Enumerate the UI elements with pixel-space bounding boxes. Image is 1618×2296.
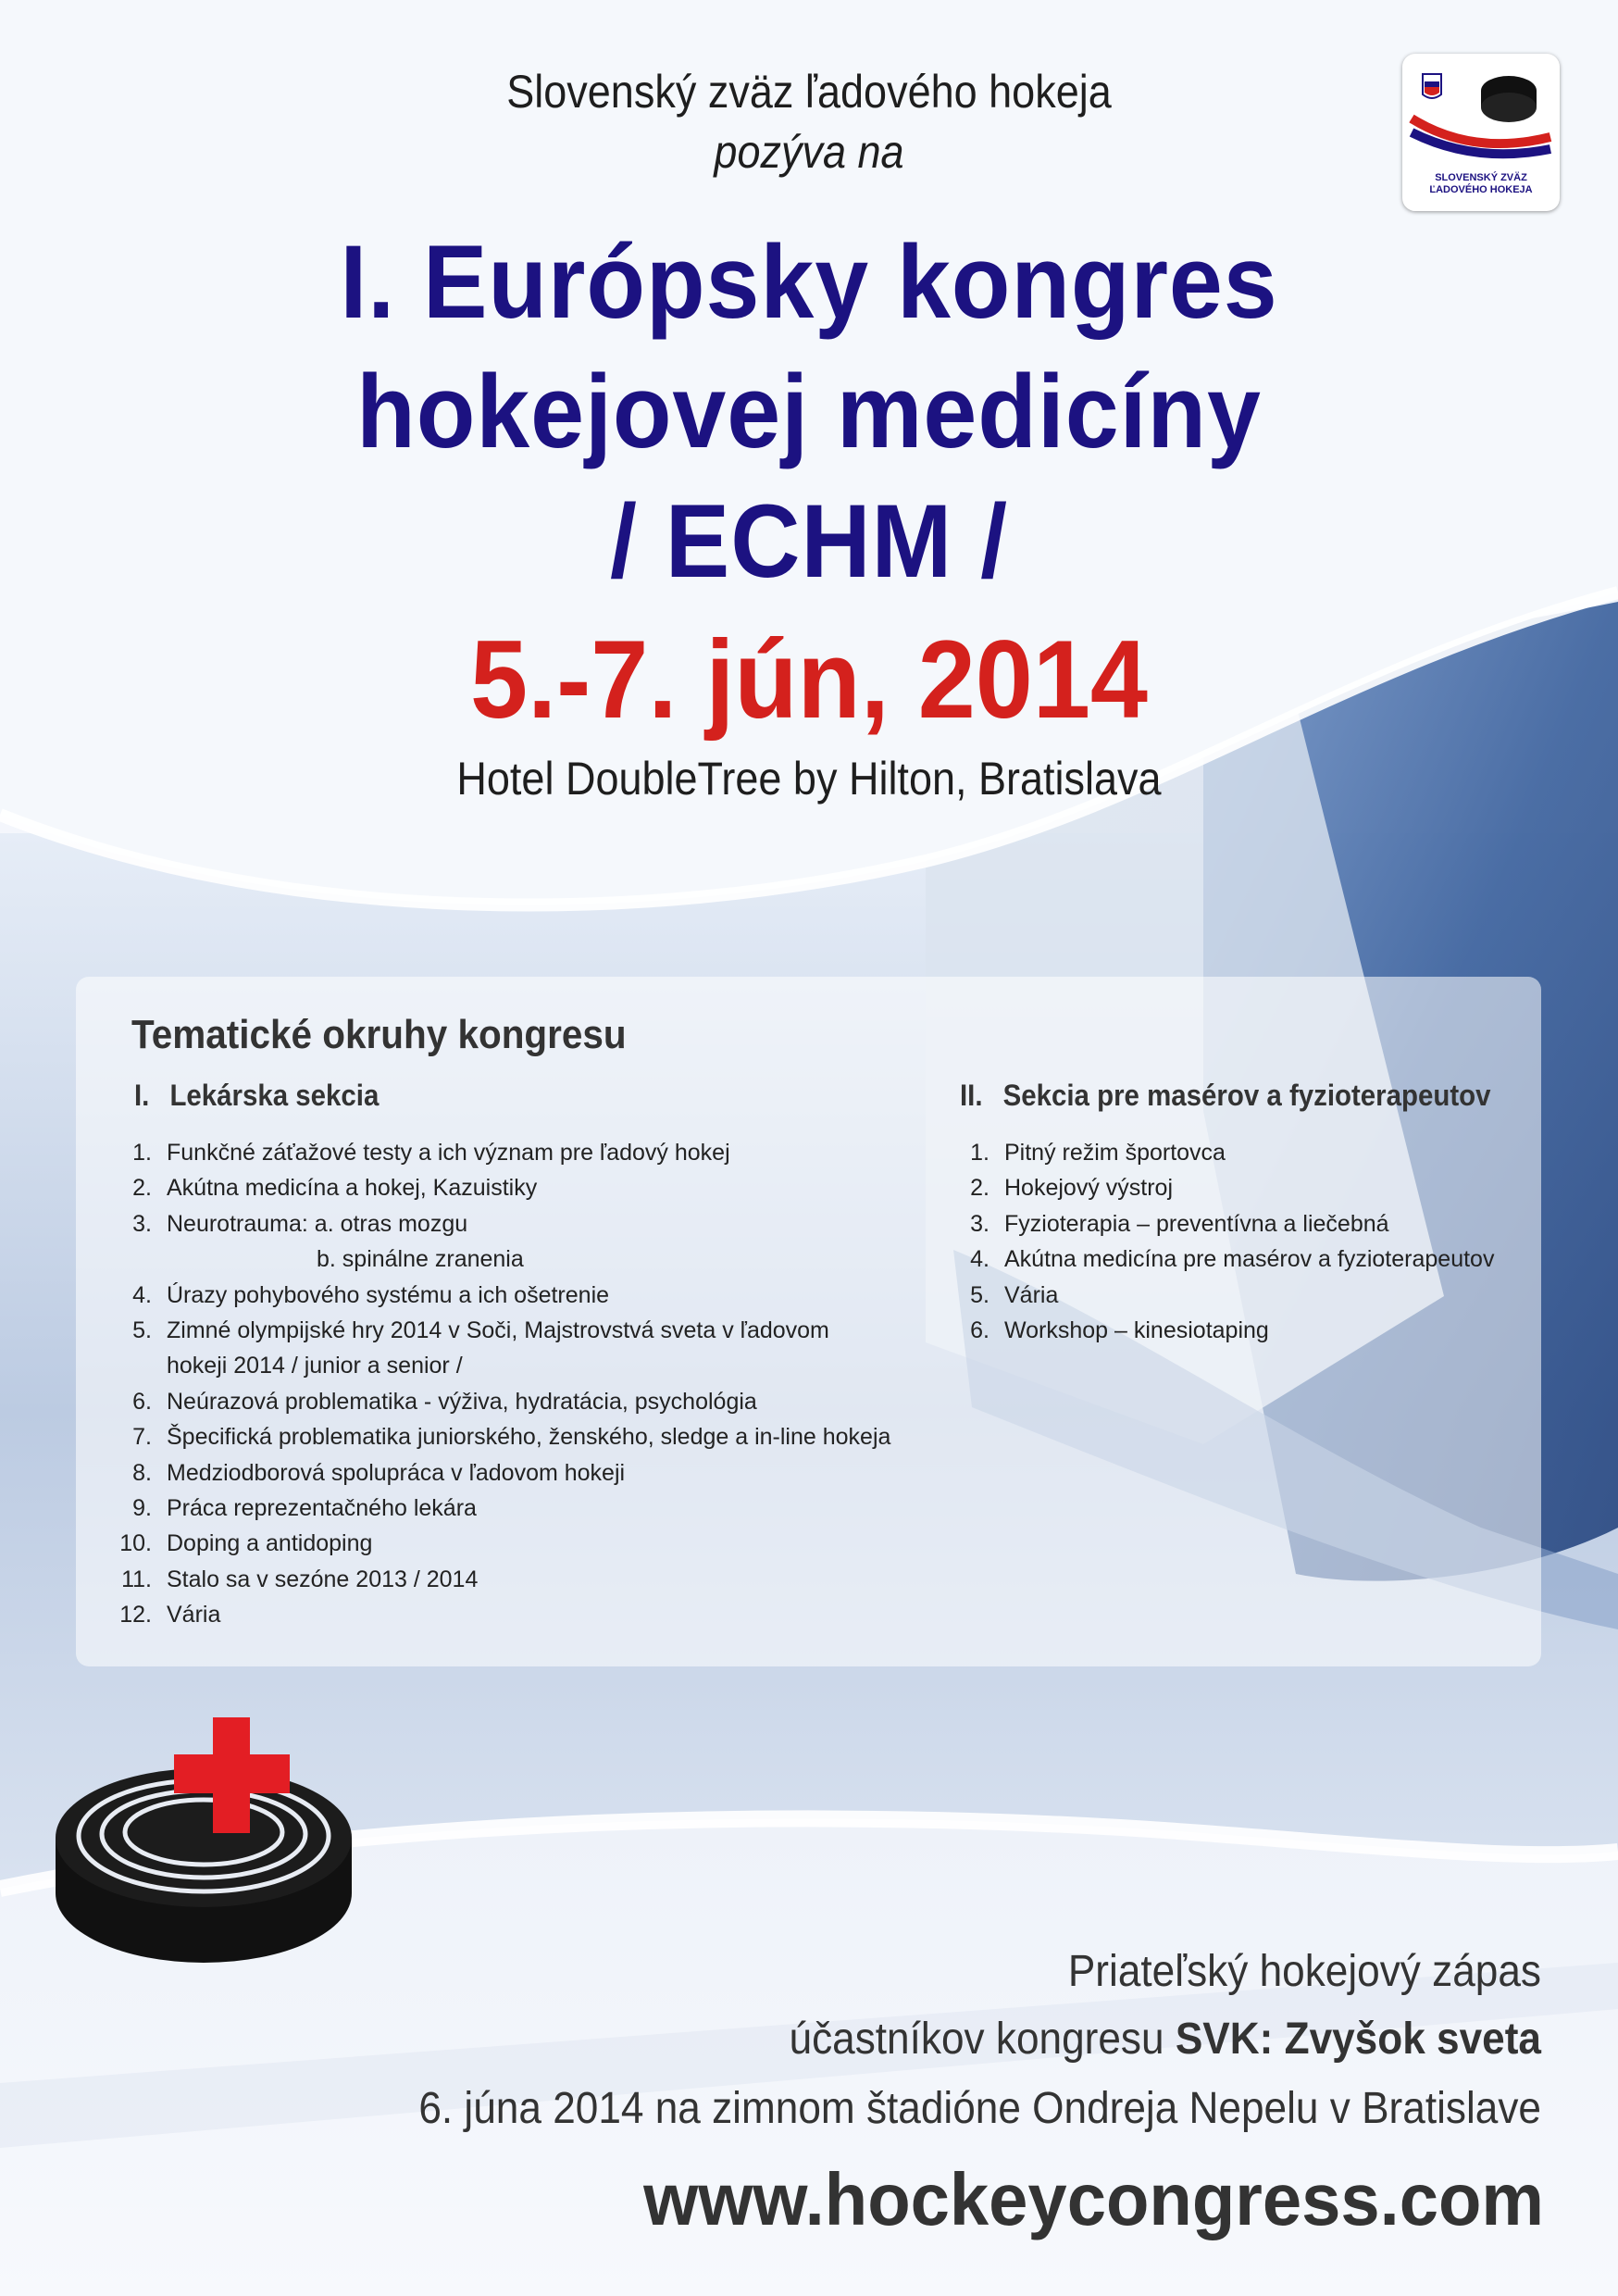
section1-heading	[134, 1079, 379, 1113]
item-number: 3.	[970, 1210, 989, 1237]
item-text: Vária	[1004, 1281, 1059, 1308]
item-number: 2.	[132, 1175, 152, 1202]
item-text: hokeji 2014 / junior a senior /	[167, 1353, 463, 1379]
item-text: Špecifická problematika juniorského, ženského, sledge a in-line hokeja	[167, 1424, 891, 1451]
match-line-1: Priateľský hokejový zápas	[1067, 1947, 1541, 1996]
item-text: Akútna medicína a hokej, Kazuistiky	[167, 1175, 538, 1202]
item-number: 2.	[970, 1175, 989, 1202]
item-text: Úrazy pohybového systému a ich ošetrenie	[167, 1281, 610, 1308]
item-number: 5.	[132, 1316, 152, 1343]
item-text: b. spinálne zranenia	[317, 1246, 524, 1273]
section2-heading	[960, 1079, 1491, 1113]
item-number: 4.	[970, 1246, 989, 1273]
logo-text-line1: SLOVENSKÝ ZVÄZ	[1435, 172, 1527, 183]
invite-text: pozýva na	[714, 126, 904, 178]
hockey-puck-icon	[46, 1708, 380, 1986]
item-text: Vária	[167, 1602, 221, 1628]
item-text: Akútna medicína pre masérov a fyzioterapeutov	[1004, 1246, 1495, 1273]
item-number: 7.	[132, 1424, 152, 1451]
title-line-2: hokejovej medicíny	[356, 354, 1262, 469]
title-line-3: / ECHM /	[610, 483, 1008, 599]
item-text: Stalo sa v sezóne 2013 / 2014	[167, 1566, 479, 1592]
item-text: Medziodborová spolupráca v ľadovom hokeji	[167, 1459, 626, 1486]
item-text: Fyzioterapia – preventívna a liečebná	[1004, 1210, 1389, 1237]
item-text: Zimné olympijské hry 2014 v Soči, Majstrovstvá sveta v ľadovom	[167, 1316, 829, 1343]
event-venue: Hotel DoubleTree by Hilton, Bratislava	[456, 753, 1162, 805]
item-text: Neurotrauma: a. otras mozgu	[167, 1210, 468, 1237]
item-text: Funkčné záťažové testy a ich význam pre ľadový hokej	[167, 1140, 730, 1166]
item-number: 11.	[121, 1566, 152, 1592]
item-number: 1.	[132, 1140, 152, 1166]
item-number: 10.	[119, 1530, 152, 1557]
item-text: Doping a antidoping	[167, 1530, 373, 1557]
match-line-2	[123, 2014, 1541, 2065]
item-number: 8.	[132, 1459, 152, 1486]
item-text: Pitný režim športovca	[1004, 1140, 1226, 1166]
item-number: 9.	[132, 1494, 152, 1521]
item-text: Hokejový výstroj	[1004, 1175, 1173, 1202]
match-line-3: 6. júna 2014 na zimnom štadióne Ondreja Nepelu v Bratislave	[418, 2084, 1541, 2133]
match-line-2-prefix: účastníkov kongresu	[789, 2015, 1176, 2064]
section1-number: I.	[134, 1079, 150, 1112]
organizer-name: Slovenský zväz ľadového hokeja	[506, 66, 1112, 118]
logo-text-line2: ĽADOVÉHO HOKEJA	[1429, 184, 1533, 195]
topics-title: Tematické okruhy kongresu	[131, 1012, 627, 1057]
event-date: 5.-7. jún, 2014	[470, 618, 1148, 742]
item-number: 12.	[119, 1602, 152, 1628]
title-line-1: I. Európsky kongres	[340, 224, 1278, 340]
item-number: 1.	[970, 1140, 989, 1166]
item-text: Workshop – kinesiotaping	[1004, 1316, 1269, 1343]
item-text: Neúrazová problematika - výživa, hydratácia, psychológia	[167, 1388, 757, 1415]
item-number: 6.	[970, 1316, 989, 1343]
section2-number: II.	[960, 1079, 983, 1112]
item-number: 6.	[132, 1388, 152, 1415]
section1-title: Lekárska sekcia	[169, 1079, 380, 1112]
match-teams: SVK: Zvyšok sveta	[1175, 2015, 1541, 2064]
item-text: Práca reprezentačného lekára	[167, 1494, 477, 1521]
item-number: 4.	[132, 1281, 152, 1308]
section2-title: Sekcia pre masérov a fyzioterapeutov	[1002, 1079, 1491, 1112]
item-number: 3.	[132, 1210, 152, 1237]
item-number: 5.	[970, 1281, 989, 1308]
website-link[interactable]: www.hockeycongress.com	[643, 2158, 1544, 2240]
